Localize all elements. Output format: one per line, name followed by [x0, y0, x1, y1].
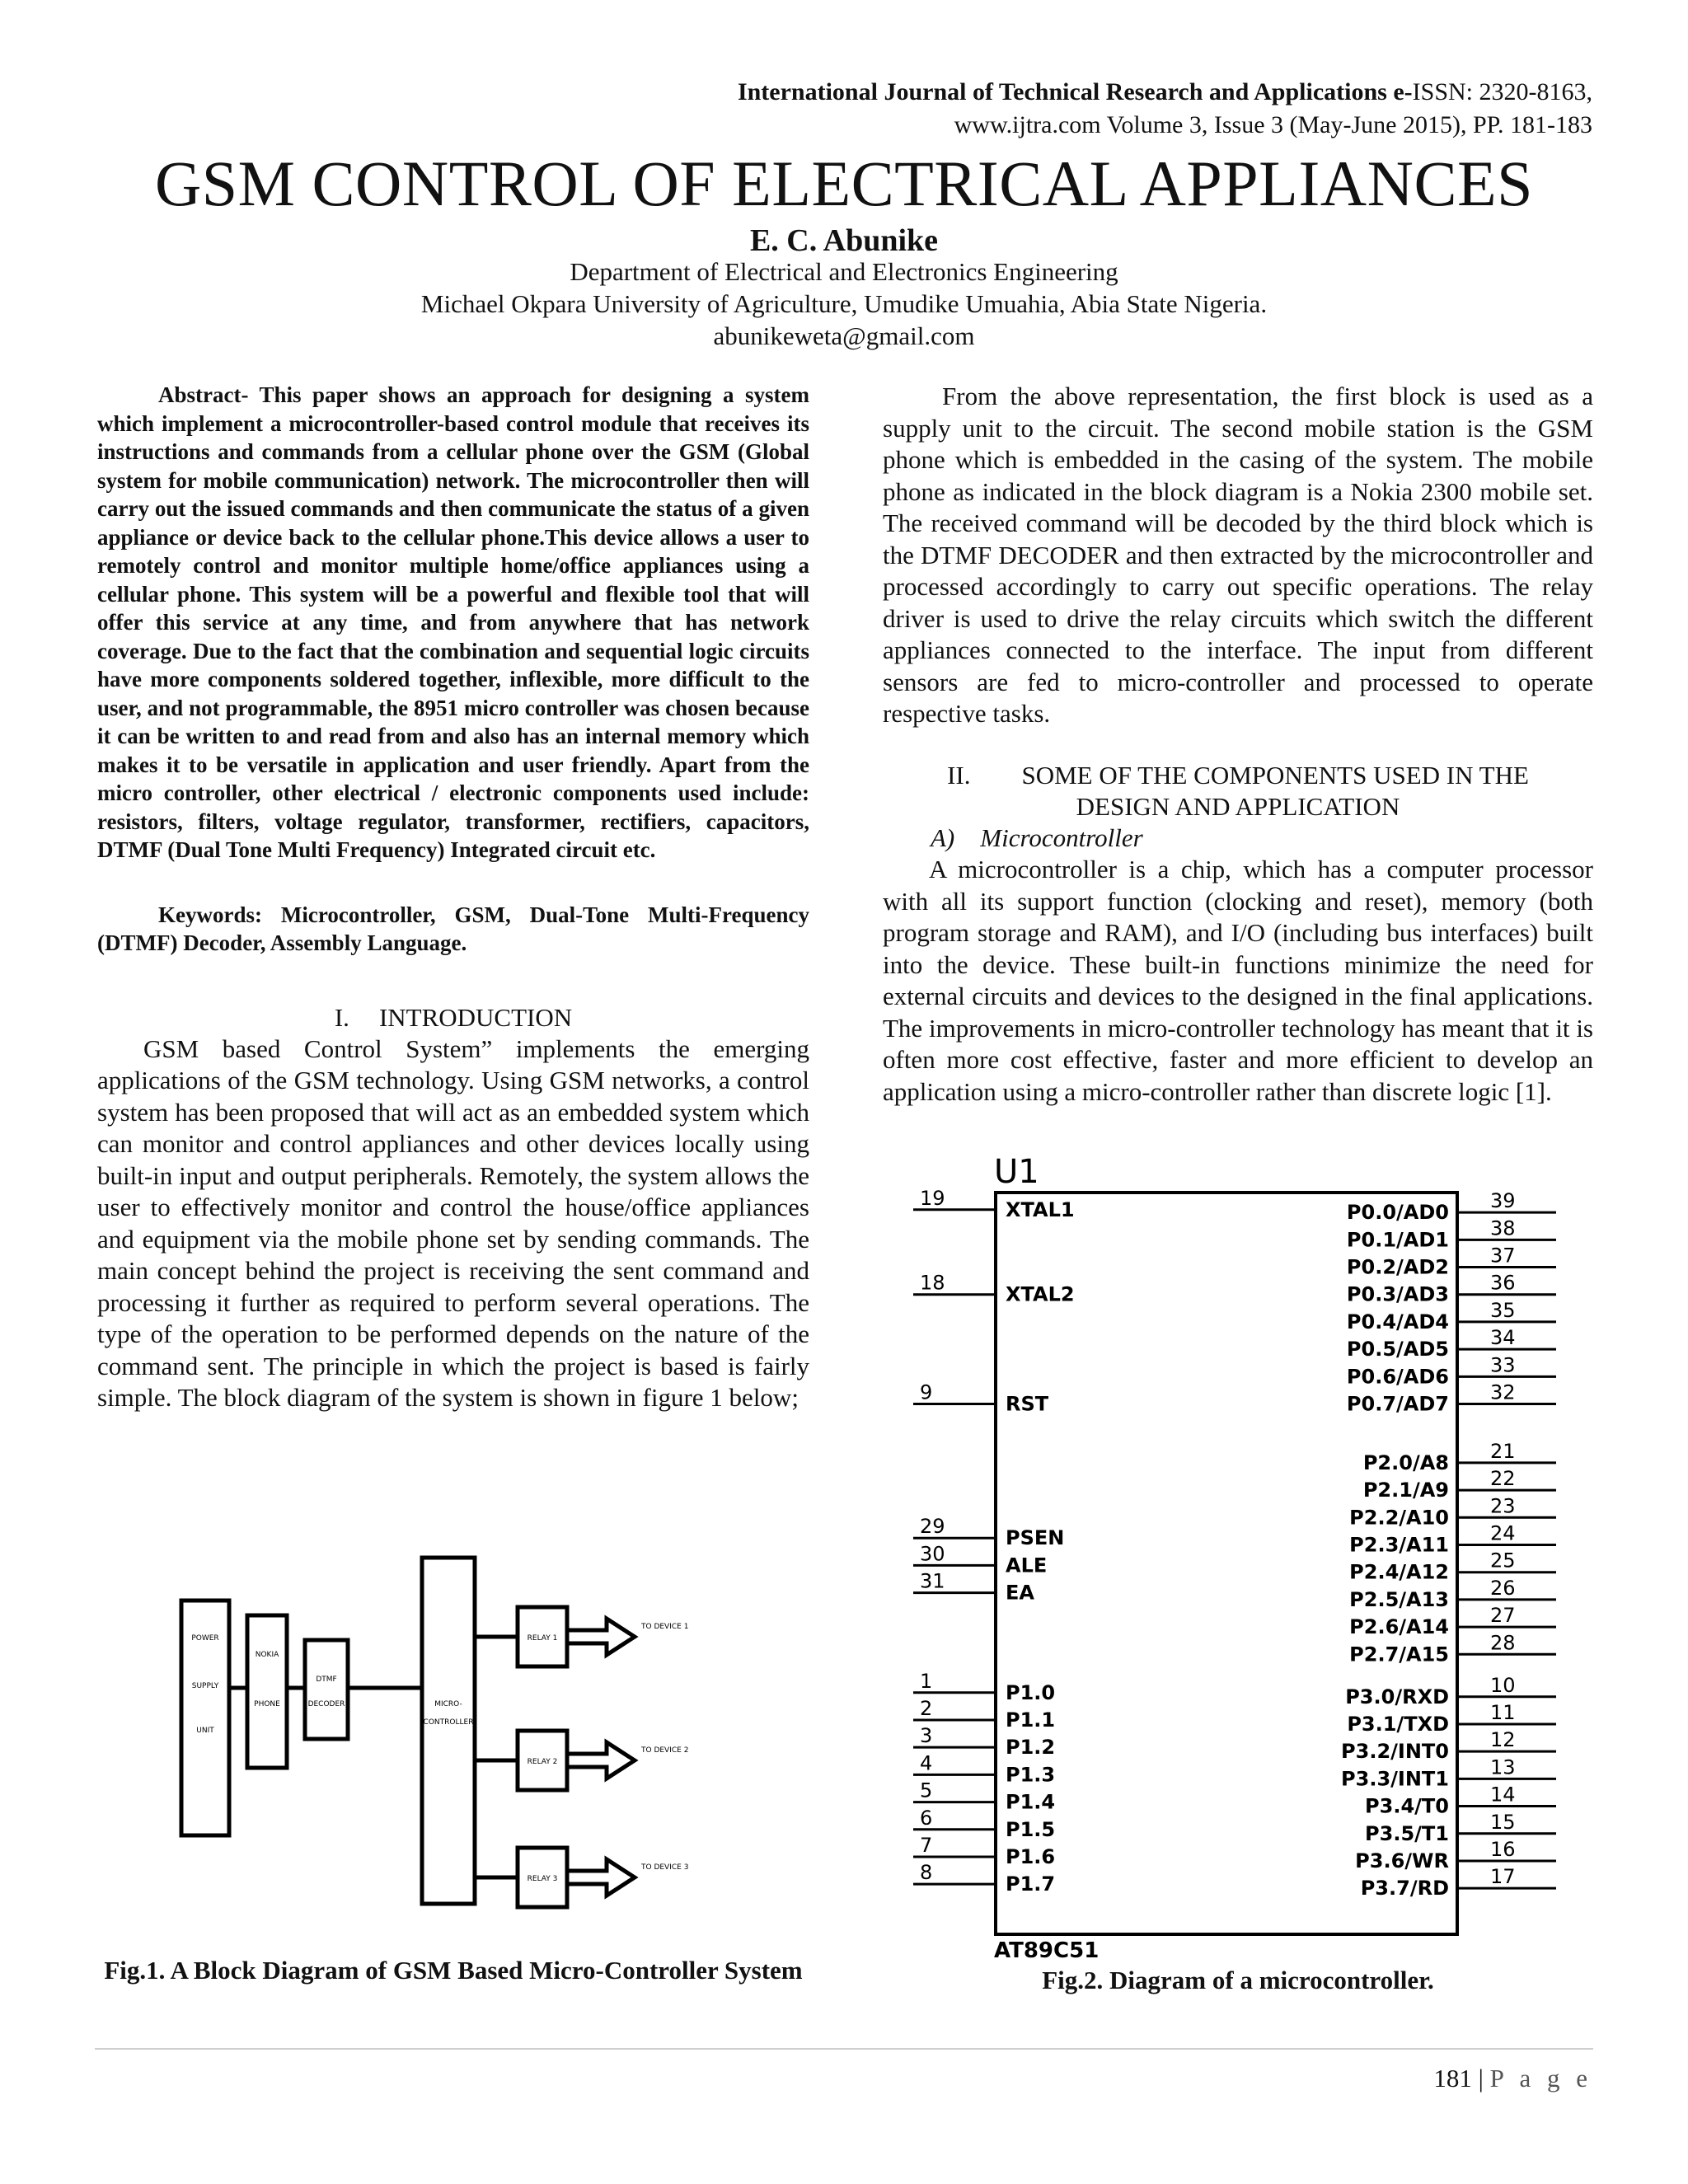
- dtmf-decoder-block: [305, 1640, 348, 1739]
- right-pin-number: 24: [1490, 1521, 1516, 1545]
- arrow-device-1: [567, 1619, 635, 1655]
- arrow-device-2: [567, 1742, 635, 1779]
- journal-header: [356, 76, 1592, 142]
- right-pin-name: P2.3/A11: [1349, 1533, 1449, 1557]
- left-pin-number: 31: [920, 1569, 945, 1593]
- right-pin-number: 13: [1490, 1755, 1516, 1779]
- microcontroller-svg: [913, 1150, 1556, 1961]
- chip-label: U1: [994, 1153, 1039, 1191]
- intro-number: I.: [334, 1002, 349, 1032]
- left-pin-name: P1.3: [1006, 1763, 1056, 1787]
- left-pin-name: P1.6: [1006, 1844, 1056, 1868]
- left-pin-number: 18: [920, 1271, 945, 1295]
- right-pin-name: P0.3/AD3: [1346, 1282, 1449, 1306]
- right-pin-name: P0.1/AD1: [1346, 1228, 1449, 1252]
- right-pin-number: 22: [1490, 1467, 1516, 1491]
- keywords: Keywords: Microcontroller, GSM, Dual-Tone Multi-Frequency (DTMF) Decoder, Assembly Language.: [97, 902, 809, 955]
- device-3-label: TO DEVICE 3: [641, 1863, 689, 1872]
- left-pin-name: P1.7: [1006, 1872, 1056, 1896]
- journal-name-line: [356, 76, 1592, 109]
- right-pin-number: 16: [1490, 1837, 1516, 1861]
- left-pin-number: 9: [920, 1380, 933, 1404]
- left-pins: [913, 1187, 1075, 1896]
- right-pin-number: 15: [1490, 1810, 1516, 1834]
- right-pin-name: P2.1/A9: [1362, 1479, 1449, 1502]
- left-pin-name: ALE: [1006, 1554, 1048, 1577]
- right-pin-number: 32: [1490, 1380, 1516, 1404]
- right-pin-number: 38: [1490, 1216, 1516, 1240]
- abstract: Abstract- This paper shows an approach for designing a system which implement a microcontroller-based control module that receives its instructions and commands from a cellular phone over the GSM (Global system for mobile communication) network. The microcontroller then will carry out the issued commands and then communicate the status of a given appliance or device back to the cellular phone.This device allows a user to remotely control and monitor multiple home/office appliances using a cellular phone. This system will be a powerful and flexible tool that will offer this service at any time, and from anywhere that has network coverage. Due to the fact that the combination and sequential logic circuits have more components soldered together, inflexible, more difficult to the user, and not programmable, the 8951 micro controller was chosen because it can be written to and read from and also has an internal memory which makes it to be versatile in application and user friendly. Apart from the micro controller, other electrical / electronic components used include: resistors, filters, voltage regulator, transformer, rectifiers, capacitors, DTMF (Dual Tone Multi Frequency) Integrated circuit etc.: [97, 382, 809, 862]
- right-pin-number: 35: [1490, 1298, 1516, 1322]
- device-2-label: TO DEVICE 2: [641, 1746, 689, 1755]
- page-number: 181: [1433, 2064, 1472, 2093]
- dtmf-label-2: DECODER: [307, 1700, 345, 1708]
- nokia-label-2: PHONE: [254, 1700, 280, 1708]
- right-pin-name: P0.6/AD6: [1346, 1365, 1449, 1389]
- eissn-prefix: e-: [1393, 78, 1413, 105]
- left-pin-number: 6: [920, 1806, 933, 1830]
- device-1-label: TO DEVICE 1: [641, 1623, 689, 1631]
- affiliation: [0, 255, 1688, 352]
- right-pin-name: P0.5/AD5: [1346, 1338, 1449, 1361]
- right-pin-name: P0.2/AD2: [1346, 1255, 1449, 1279]
- author-email[interactable]: abunikeweta@gmail.com: [713, 321, 975, 350]
- right-pin-name: P3.3/INT1: [1341, 1767, 1449, 1791]
- right-pin-number: 37: [1490, 1244, 1516, 1268]
- right-pin-name: P2.0/A8: [1362, 1451, 1449, 1474]
- right-pin-name: P3.7/RD: [1360, 1877, 1449, 1900]
- left-pin-number: 1: [920, 1669, 933, 1693]
- left-pin-name: EA: [1006, 1581, 1034, 1605]
- right-pin-name: P2.5/A13: [1349, 1587, 1449, 1611]
- left-pin-number: 4: [920, 1751, 933, 1775]
- right-pin-number: 14: [1490, 1783, 1516, 1807]
- right-pin-name: P2.7/A15: [1349, 1643, 1449, 1666]
- right-pin-name: P3.6/WR: [1355, 1849, 1449, 1872]
- left-pin-name: XTAL1: [1006, 1197, 1075, 1221]
- power-label-1: POWER: [191, 1634, 219, 1643]
- right-pin-name: P3.2/INT0: [1341, 1740, 1449, 1764]
- section-2-number: II.: [947, 760, 971, 790]
- left-pin-name: P1.0: [1006, 1680, 1056, 1704]
- power-label-2: SUPPLY: [191, 1682, 219, 1690]
- left-pin-number: 30: [920, 1542, 945, 1566]
- figure-1-caption: Fig.1. A Block Diagram of GSM Based Micro-Controller System: [104, 1956, 803, 1985]
- paper-title: GSM CONTROL OF ELECTRICAL APPLIANCES: [154, 148, 1534, 219]
- left-pin-number: 8: [920, 1861, 933, 1885]
- right-pin-name: P2.2/A10: [1349, 1506, 1449, 1530]
- microcontroller-block: [422, 1558, 475, 1904]
- right-pin-number: 33: [1490, 1353, 1516, 1377]
- right-pin-name: P2.6/A14: [1349, 1615, 1449, 1639]
- left-pin-name: P1.1: [1006, 1708, 1056, 1732]
- intro-heading: [97, 1002, 809, 1033]
- micro-label-2: CONTROLLER: [423, 1718, 474, 1727]
- right-pin-number: 21: [1490, 1439, 1516, 1463]
- dtmf-label-1: DTMF: [316, 1675, 337, 1684]
- page-separator: |: [1478, 2064, 1484, 2093]
- right-pin-number: 36: [1490, 1271, 1516, 1295]
- right-pin-name: P3.1/TXD: [1347, 1712, 1449, 1736]
- block-diagram-svg: [165, 1549, 742, 1937]
- right-pin-name: P0.7/AD7: [1346, 1392, 1449, 1416]
- right-pin-number: 10: [1490, 1673, 1516, 1697]
- left-pin-name: P1.2: [1006, 1736, 1056, 1760]
- left-column: [97, 381, 809, 1414]
- subsection-microcontroller: A) Microcontroller: [931, 823, 1143, 852]
- paper-author: E. C. Abunike: [749, 223, 939, 258]
- footer-divider: [95, 2048, 1593, 2050]
- right-pin-number: 23: [1490, 1494, 1516, 1518]
- left-pin-name: P1.4: [1006, 1790, 1056, 1814]
- left-pin-name: RST: [1006, 1392, 1049, 1416]
- part-number: AT89C51: [994, 1938, 1100, 1961]
- right-pin-name: P3.5/T1: [1365, 1821, 1449, 1845]
- right-pin-name: P0.4/AD4: [1346, 1310, 1449, 1333]
- page-word: P a g e: [1489, 2064, 1592, 2093]
- right-pin-number: 12: [1490, 1728, 1516, 1752]
- right-pin-name: P3.4/T0: [1365, 1794, 1449, 1818]
- section-2-heading-line-1: [883, 760, 1593, 791]
- page-number-footer: [1433, 2062, 1592, 2095]
- relay-2-label: RELAY 2: [527, 1758, 558, 1766]
- right-pin-name: P2.4/A12: [1349, 1560, 1449, 1584]
- right-pin-name: P3.0/RXD: [1345, 1685, 1449, 1708]
- figure-1-block-diagram: [165, 1549, 742, 1937]
- right-pin-number: 34: [1490, 1326, 1516, 1350]
- figure-2-microcontroller: [913, 1150, 1556, 1961]
- right-pin-number: 27: [1490, 1604, 1516, 1628]
- right-pin-number: 11: [1490, 1700, 1516, 1724]
- power-label-3: UNIT: [196, 1727, 214, 1735]
- left-pin-number: 5: [920, 1779, 933, 1802]
- section-2-title-1: SOME OF THE COMPONENTS USED IN THE: [1021, 760, 1529, 790]
- left-pin-name: P1.5: [1006, 1817, 1056, 1841]
- right-pins: [1341, 1189, 1556, 1900]
- right-pin-number: 39: [1490, 1189, 1516, 1213]
- left-pin-number: 29: [920, 1515, 945, 1539]
- section-2-title-2: DESIGN AND APPLICATION: [1076, 791, 1400, 821]
- left-pin-name: PSEN: [1006, 1526, 1065, 1550]
- right-pin-number: 25: [1490, 1549, 1516, 1572]
- right-pin-name: P0.0/AD0: [1346, 1201, 1449, 1225]
- intro-paragraph: GSM based Control System” implements the emerging applications of the GSM technology. Using GSM networks, a control system has been proposed that will act as an embedded system which can monitor and control appliances and other devices locally using built-in input and output peripherals. Remotely, the system allows the user to effectively monitor and control the house/office appliances and equipment via the mobile phone set by sending commands. The main concept behind the project is receiving the sent command and processing it further as required to perform several operations. The type of the operation to be performed depends on the nature of the command sent. The principle in which the project is based is fairly simple. The block diagram of the system is shown in figure 1 below;: [97, 1033, 809, 1412]
- figure-2-caption: Fig.2. Diagram of a microcontroller.: [1042, 1966, 1434, 1994]
- left-pin-number: 3: [920, 1724, 933, 1748]
- nokia-label-1: NOKIA: [255, 1651, 279, 1659]
- relay-1-label: RELAY 1: [527, 1634, 558, 1643]
- block-description-paragraph: From the above representation, the first block is used as a supply unit to the circuit. The second mobile station is the GSM phone which is embedded in the casing of the system. The mobile phone as indicated in the block diagram is a Nokia 2300 mobile set. The received command will be decoded by the third block which is the DTMF DECODER and then extracted by the microcontroller and processed accordingly to carry out specific operations. The relay driver is used to drive the relay circuits which switch the different appliances connected to the interface. The input from different sensors are fed to micro-controller and processed to operate respective tasks.: [883, 382, 1593, 728]
- eissn: ISSN: 2320-8163,: [1412, 78, 1592, 105]
- right-pin-number: 17: [1490, 1865, 1516, 1889]
- journal-name: International Journal of Technical Research and Applications: [737, 78, 1387, 105]
- microcontroller-paragraph: A microcontroller is a chip, which has a computer processor with all its support function (clocking and reset), memory (both program storage and RAM), and I/O (including bus interfaces) built into the device. These built-in functions minimize the need for external circuits and devices to the designed in the final applications. The improvements in micro-controller technology has meant that it is often more cost effective, faster and more efficient to develop an application using a micro-controller rather than discrete logic [1].: [883, 855, 1593, 1106]
- section-2-heading: [883, 760, 1593, 823]
- right-pin-number: 28: [1490, 1631, 1516, 1655]
- right-pin-number: 26: [1490, 1576, 1516, 1600]
- nokia-phone-block: [247, 1615, 287, 1768]
- university: Michael Okpara University of Agriculture, Umudike Umuahia, Abia State Nigeria.: [420, 289, 1268, 318]
- intro-title: INTRODUCTION: [378, 1002, 573, 1032]
- left-pin-number: 7: [920, 1833, 933, 1857]
- right-column: [883, 381, 1593, 1108]
- department: Department of Electrical and Electronics Engineering: [570, 257, 1118, 286]
- left-pin-name: XTAL2: [1006, 1282, 1075, 1306]
- arrow-device-3: [567, 1859, 635, 1896]
- micro-label-1: MICRO-: [434, 1700, 462, 1708]
- relay-3-label: RELAY 3: [527, 1875, 558, 1883]
- left-pin-number: 2: [920, 1696, 933, 1720]
- left-pin-number: 19: [920, 1186, 945, 1210]
- volume-line: www.ijtra.com Volume 3, Issue 3 (May-June 2015), PP. 181-183: [954, 111, 1592, 138]
